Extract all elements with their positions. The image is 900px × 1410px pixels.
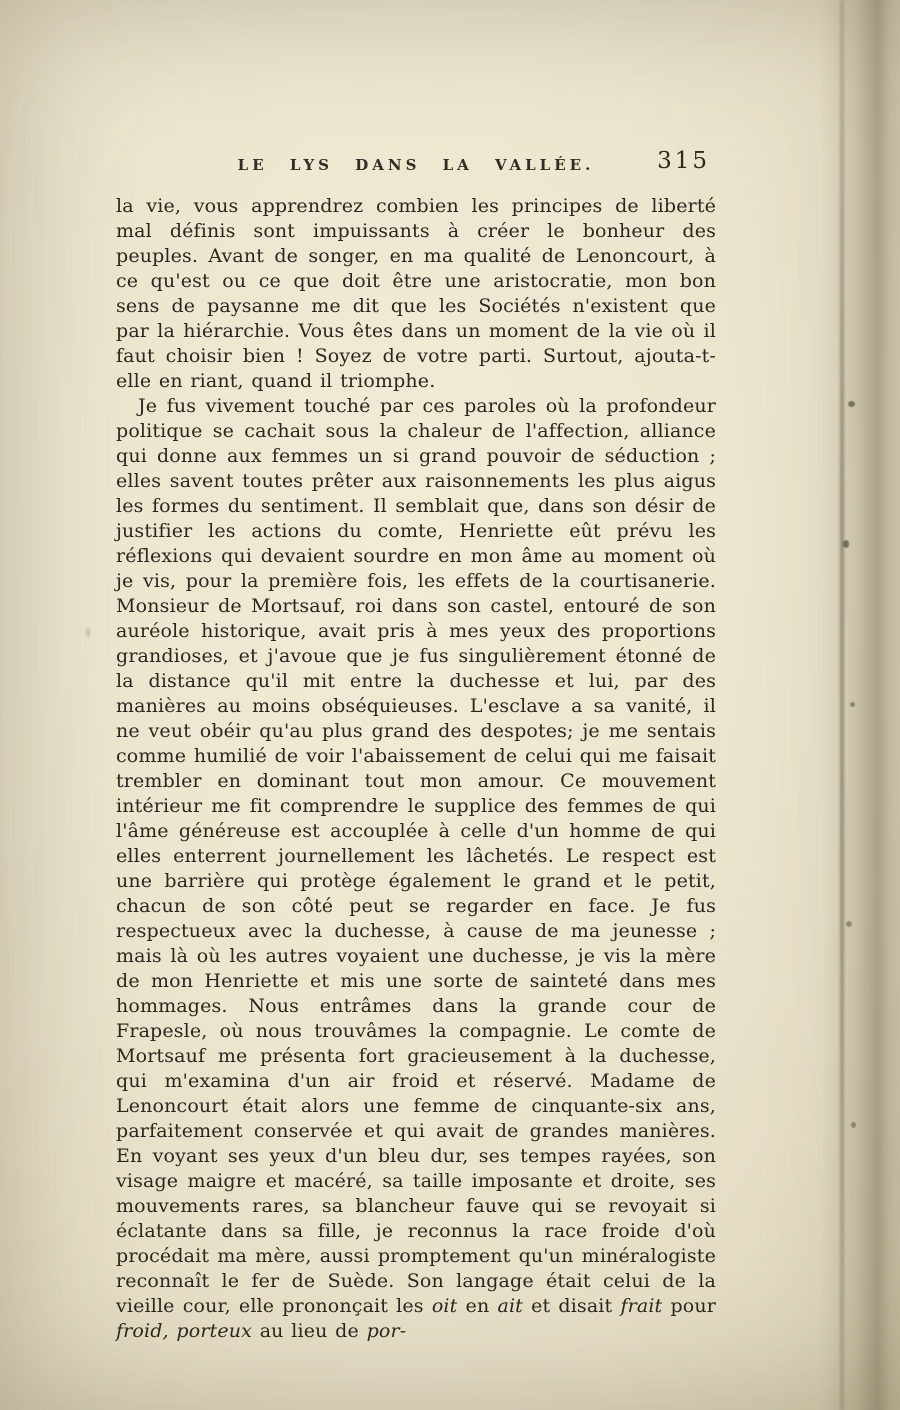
text-segment: en bbox=[457, 1295, 498, 1317]
text-segment: la vie, vous apprendrez combien les principes de liberté mal définis sont impuissants à créer le bonheur des peuples. Avant de songer, en ma qualité de Lenoncourt, à ce qu'est ou ce que doit être une aristocratie, mon bon sens de paysanne me dit que les Sociétés n'existent que par la hiérarchie. Vous êtes dans un moment de la vie où il faut choisir bien ! Soyez de votre parti. Surtout, ajouta-t-elle en riant, quand il triomphe. bbox=[116, 195, 716, 392]
page-edge-shadow bbox=[820, 0, 900, 1410]
text-segment: et disait bbox=[522, 1295, 621, 1317]
scan-speck bbox=[848, 401, 855, 407]
page-header bbox=[116, 150, 716, 194]
text-segment: au lieu de bbox=[252, 1320, 367, 1342]
italic-text-segment: por- bbox=[366, 1320, 407, 1342]
italic-text-segment: oit bbox=[431, 1295, 458, 1317]
page-edge-crease bbox=[840, 0, 844, 1410]
text-segment: Je fus vivement touché par ces paroles où la profondeur politique se cachait sous la chaleur de l'affection, alliance qui donne aux femmes un si grand pouvoir de séduction ; elles savent toutes prêter aux raisonnements les plus aigus les formes du sentiment. Il semblait que, dans son désir de justifier les actions du comte, Henriette eût prévu les réflexions qui devaient sourdre en mon âme au moment où je vis, pour la première fois, les effets de la courtisanerie. Monsieur de Mortsauf, roi dans son castel, entouré de son auréole historique, avait pris à mes yeux des proportions grandioses, et j'avoue que je fus singulièrement étonné de la distance qu'il mit entre la duchesse et lui, par des manières au moins obséquieuses. L'esclave a sa vanité, il ne veut obéir qu'au plus grand des despotes; je me sentais comme humilié de voir l'abaissement de celui qui me faisait trembler en dominant tout mon amour. Ce mouvement intérieur me fit comprendre le supplice des femmes de qui l'âme généreuse est accouplée à celle d'un homme de qui elles enterrent journellement les lâchetés. Le respect est une barrière qui protège également le grand et le petit, chacun de son côté peut se regarder en face. Je fus respectueux avec la duchesse, à cause de ma jeunesse ; mais là où les autres voyaient une duchesse, je vis la mère de mon Henriette et mis une sorte de sainteté dans mes hommages. Nous entrâmes dans la grande cour de Frapesle, où nous trouvâmes la compagnie. Le comte de Mortsauf me présenta fort gracieusement à la duchesse, qui m'examina d'un air froid et réservé. Madame de Lenoncourt était alors une femme de cinquante-six ans, parfaitement conservée et qui avait de grandes manières. En voyant ses yeux d'un bleu dur, ses tempes rayées, son visage maigre et macéré, sa taille imposante et droite, ses mouvements rares, sa blancheur fauve qui se revoyait si éclatante dans sa fille, je reconnus la race froide d'où procédait ma mère, aussi promptement qu'un minéralogiste reconnaît le fer de Suède. Son langage était celui de la vieille cour, elle prononçait les bbox=[116, 395, 716, 1317]
italic-text-segment: froid, porteux bbox=[116, 1320, 252, 1342]
paragraph bbox=[116, 394, 716, 1344]
page-number: 315 bbox=[657, 148, 710, 174]
page-text bbox=[116, 194, 716, 1344]
running-title: LE LYS DANS LA VALLÉE. bbox=[237, 156, 595, 174]
scan-speck bbox=[851, 1122, 856, 1128]
text-segment: pour bbox=[662, 1295, 716, 1317]
scan-speck bbox=[846, 921, 852, 927]
scan-speck bbox=[843, 540, 849, 548]
italic-text-segment: frait bbox=[620, 1295, 663, 1317]
page-content bbox=[116, 150, 716, 1344]
paragraph bbox=[116, 194, 716, 394]
scan-speck bbox=[86, 628, 90, 637]
scan-speck bbox=[850, 702, 855, 707]
italic-text-segment: ait bbox=[497, 1295, 523, 1317]
